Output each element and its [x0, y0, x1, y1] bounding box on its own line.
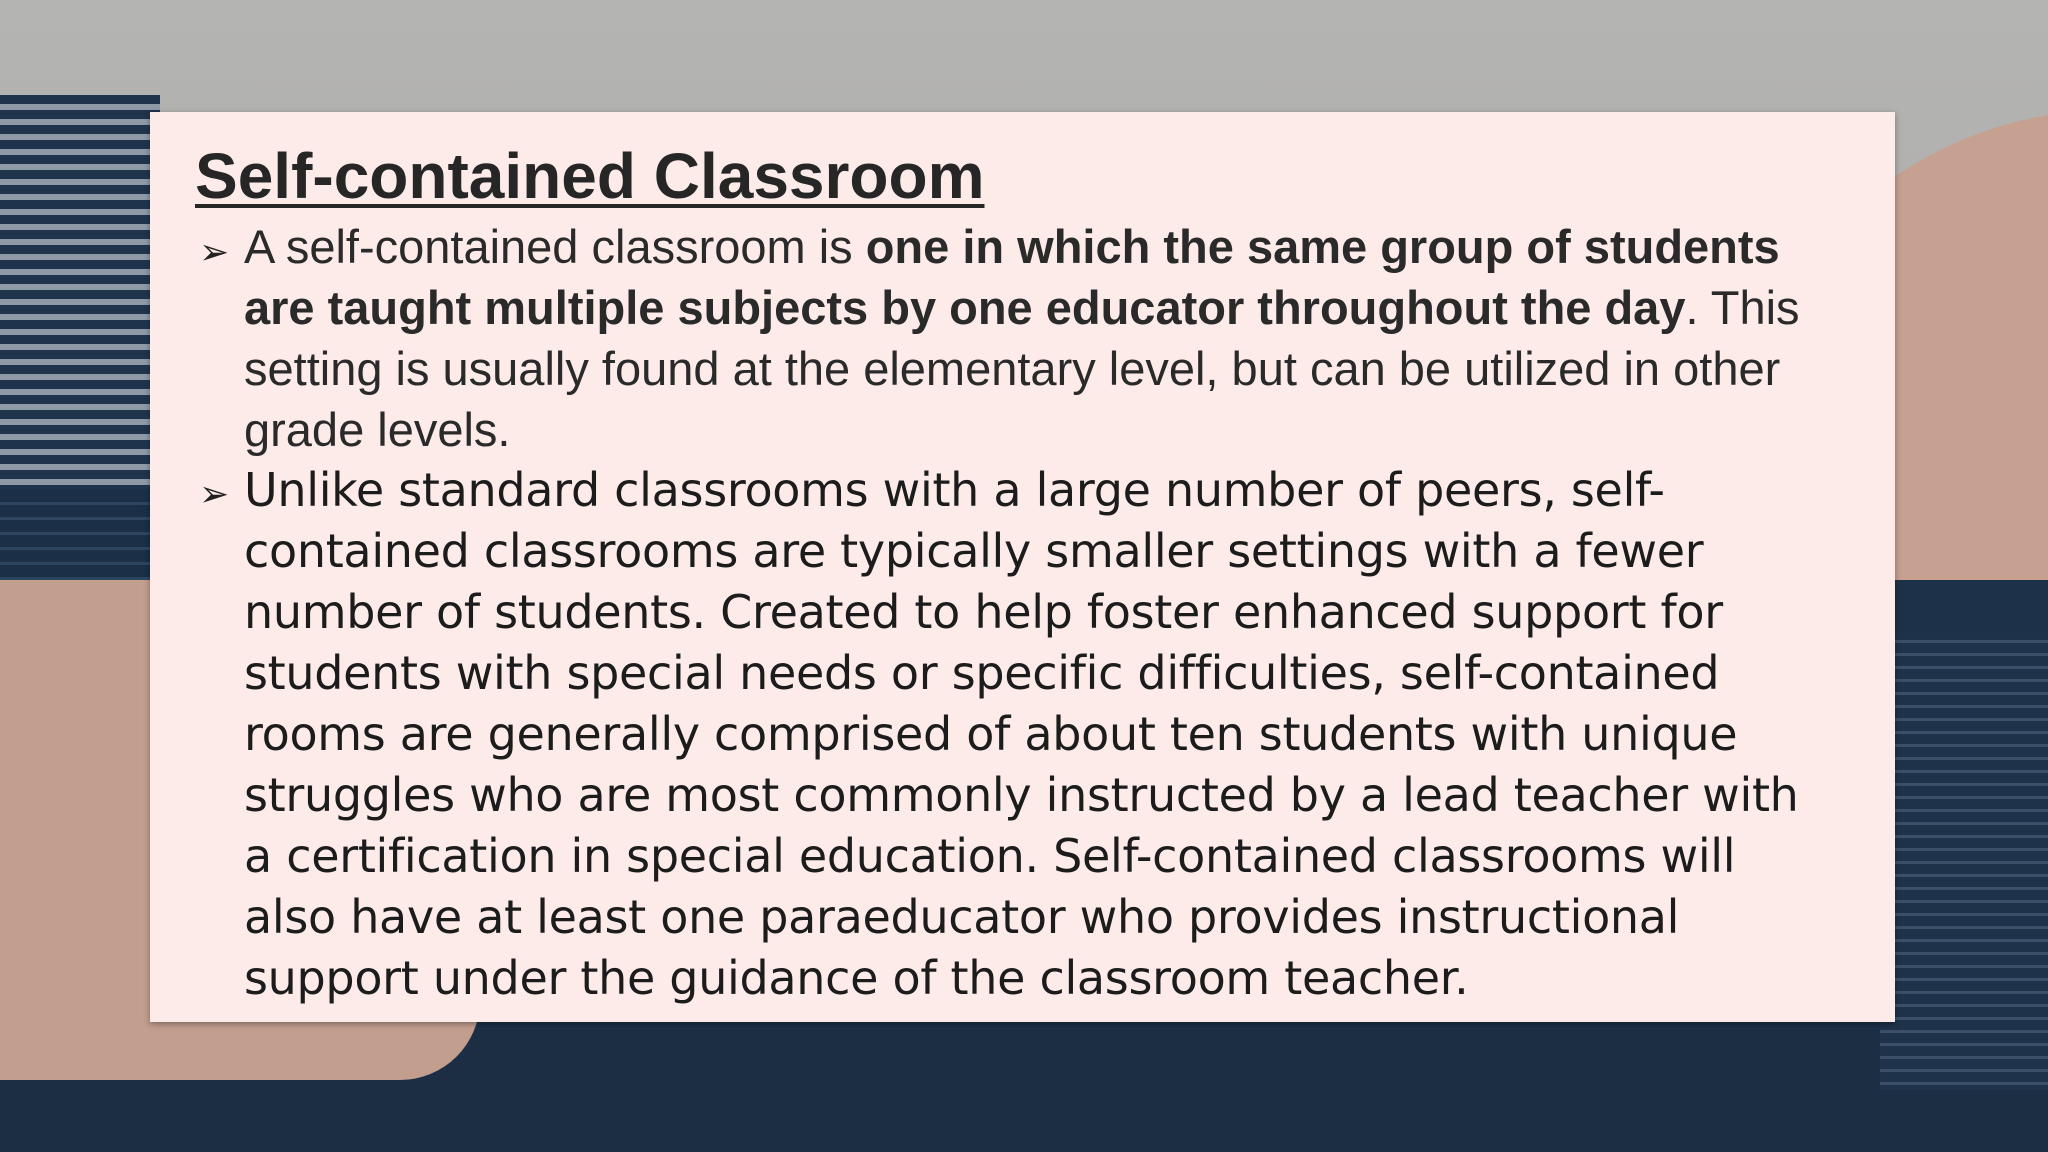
background-stripes-left-dark: [0, 490, 160, 580]
bullet-item-definition: [195, 216, 1835, 460]
bullet1-bold-text: one in which the same group of students are taught multiple subjects by one educator throughout the day: [244, 220, 1780, 334]
background-stripes-right: [1880, 630, 2048, 1090]
arrow-bullet-icon: ➢: [199, 232, 230, 273]
slide-text-body: [195, 138, 1835, 1009]
bullet-item-description: [195, 460, 1835, 1009]
arrow-bullet-icon: ➢: [199, 474, 229, 515]
bullet1-text-after: . This setting is usually found at the elementary level, but can be utilized in other grade levels.: [244, 281, 1800, 456]
slide-title: Self-contained Classroom: [195, 140, 985, 212]
bullet1-text-before: A self-contained classroom is: [244, 220, 866, 273]
bullet2-text: Unlike standard classrooms with a large number of peers, self-contained classrooms are typically smaller settings with a fewer number of students. Created to help foster enhanced support for students with special needs or specific difficulties, self-contained rooms are generally comprised of about ten students with unique struggles who are most commonly instructed by a lead teacher with a certification in special education. Self-contained classrooms will also have at least one paraeducator who provides instructional support under the guidance of the classroom teacher.: [244, 463, 1799, 1005]
